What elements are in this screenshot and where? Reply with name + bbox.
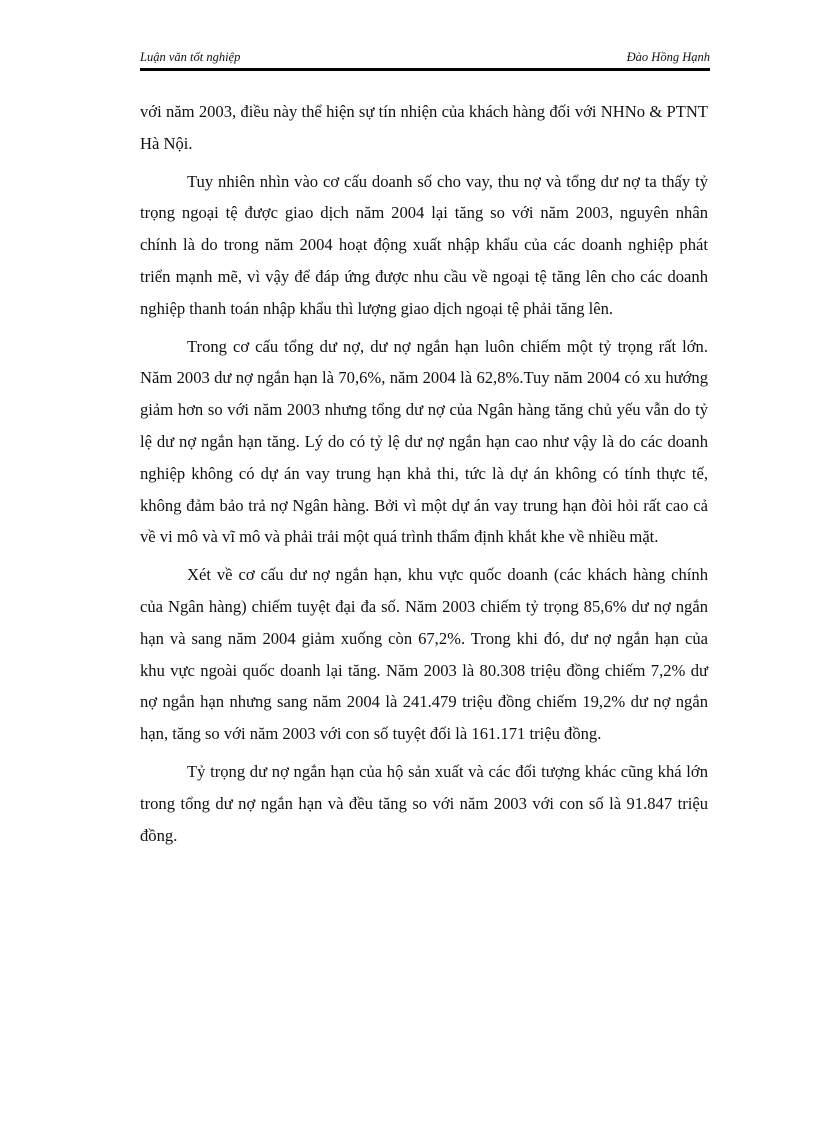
header-title: Luận văn tốt nghiệp [140, 50, 241, 64]
paragraph-5: Tỷ trọng dư nợ ngắn hạn của hộ sản xuất và các đối tượng khác cũng khá lớn trong tổng dư nợ ngắn hạn và đều tăng so với năm 2003 với con số là 91.847 triệu đồng. [140, 761, 708, 845]
header-author: Đào Hồng Hạnh [626, 50, 710, 64]
paragraph-3: Trong cơ cấu tổng dư nợ, dư nợ ngắn hạn luôn chiếm một tỷ trọng rất lớn. Năm 2003 dư nợ ngắn hạn là 70,6%, năm 2004 là 62,8%.Tuy năm 2004 có xu hướng giảm hơn so với năm 2003 nhưng tổng dư nợ của Ngân hàng tăng chủ yếu vẫn do tỷ lệ dư nợ ngắn hạn tăng. Lý do có tỷ lệ dư nợ ngắn hạn cao như vậy là do các doanh nghiệp không có dự án vay trung hạn khả thi, tức là dự án không có tính thực tế, không đảm bảo trả nợ Ngân hàng. Bởi vì một dự án vay trung hạn đòi hỏi rất cao cả về vi mô và vĩ mô và phải trải một quá trình thẩm định khắt khe về nhiều mặt. [140, 336, 708, 547]
paragraph-2: Tuy nhiên nhìn vào cơ cấu doanh số cho vay, thu nợ và tổng dư nợ ta thấy tỷ trọng ngoại tệ được giao dịch năm 2004 lại tăng so với năm 2003, nguyên nhân chính là do trong năm 2004 hoạt động xuất nhập khẩu của các doanh nghiệp phát triển mạnh mẽ, vì vậy để đáp ứng được nhu cầu về ngoại tệ tăng lên cho các doanh nghiệp thanh toán nhập khẩu thì lượng giao dịch ngoại tệ phải tăng lên. [140, 171, 708, 318]
paragraph-4: Xét về cơ cấu dư nợ ngắn hạn, khu vực quốc doanh (các khách hàng chính của Ngân hàng) chiếm tuyệt đại đa số. Năm 2003 chiếm tỷ trọng 85,6% dư nợ ngắn hạn và sang năm 2004 giảm xuống còn 67,2%. Trong khi đó, dư nợ ngắn hạn của khu vực ngoài quốc doanh lại tăng. Năm 2003 là 80.308 triệu đồng chiếm 7,2% dư nợ ngắn hạn nhưng sang năm 2004 là 241.479 triệu đồng chiếm 19,2% dư nợ ngắn hạn, tăng so với năm 2003 với con số tuyệt đối là 161.171 triệu đồng. [140, 565, 708, 744]
paragraph-1: với năm 2003, điều này thể hiện sự tín nhiện của khách hàng đối với NHNo & PTNT Hà Nội. [140, 102, 708, 153]
header-rule [140, 68, 710, 71]
body-text [140, 96, 708, 857]
page-header [140, 50, 710, 66]
